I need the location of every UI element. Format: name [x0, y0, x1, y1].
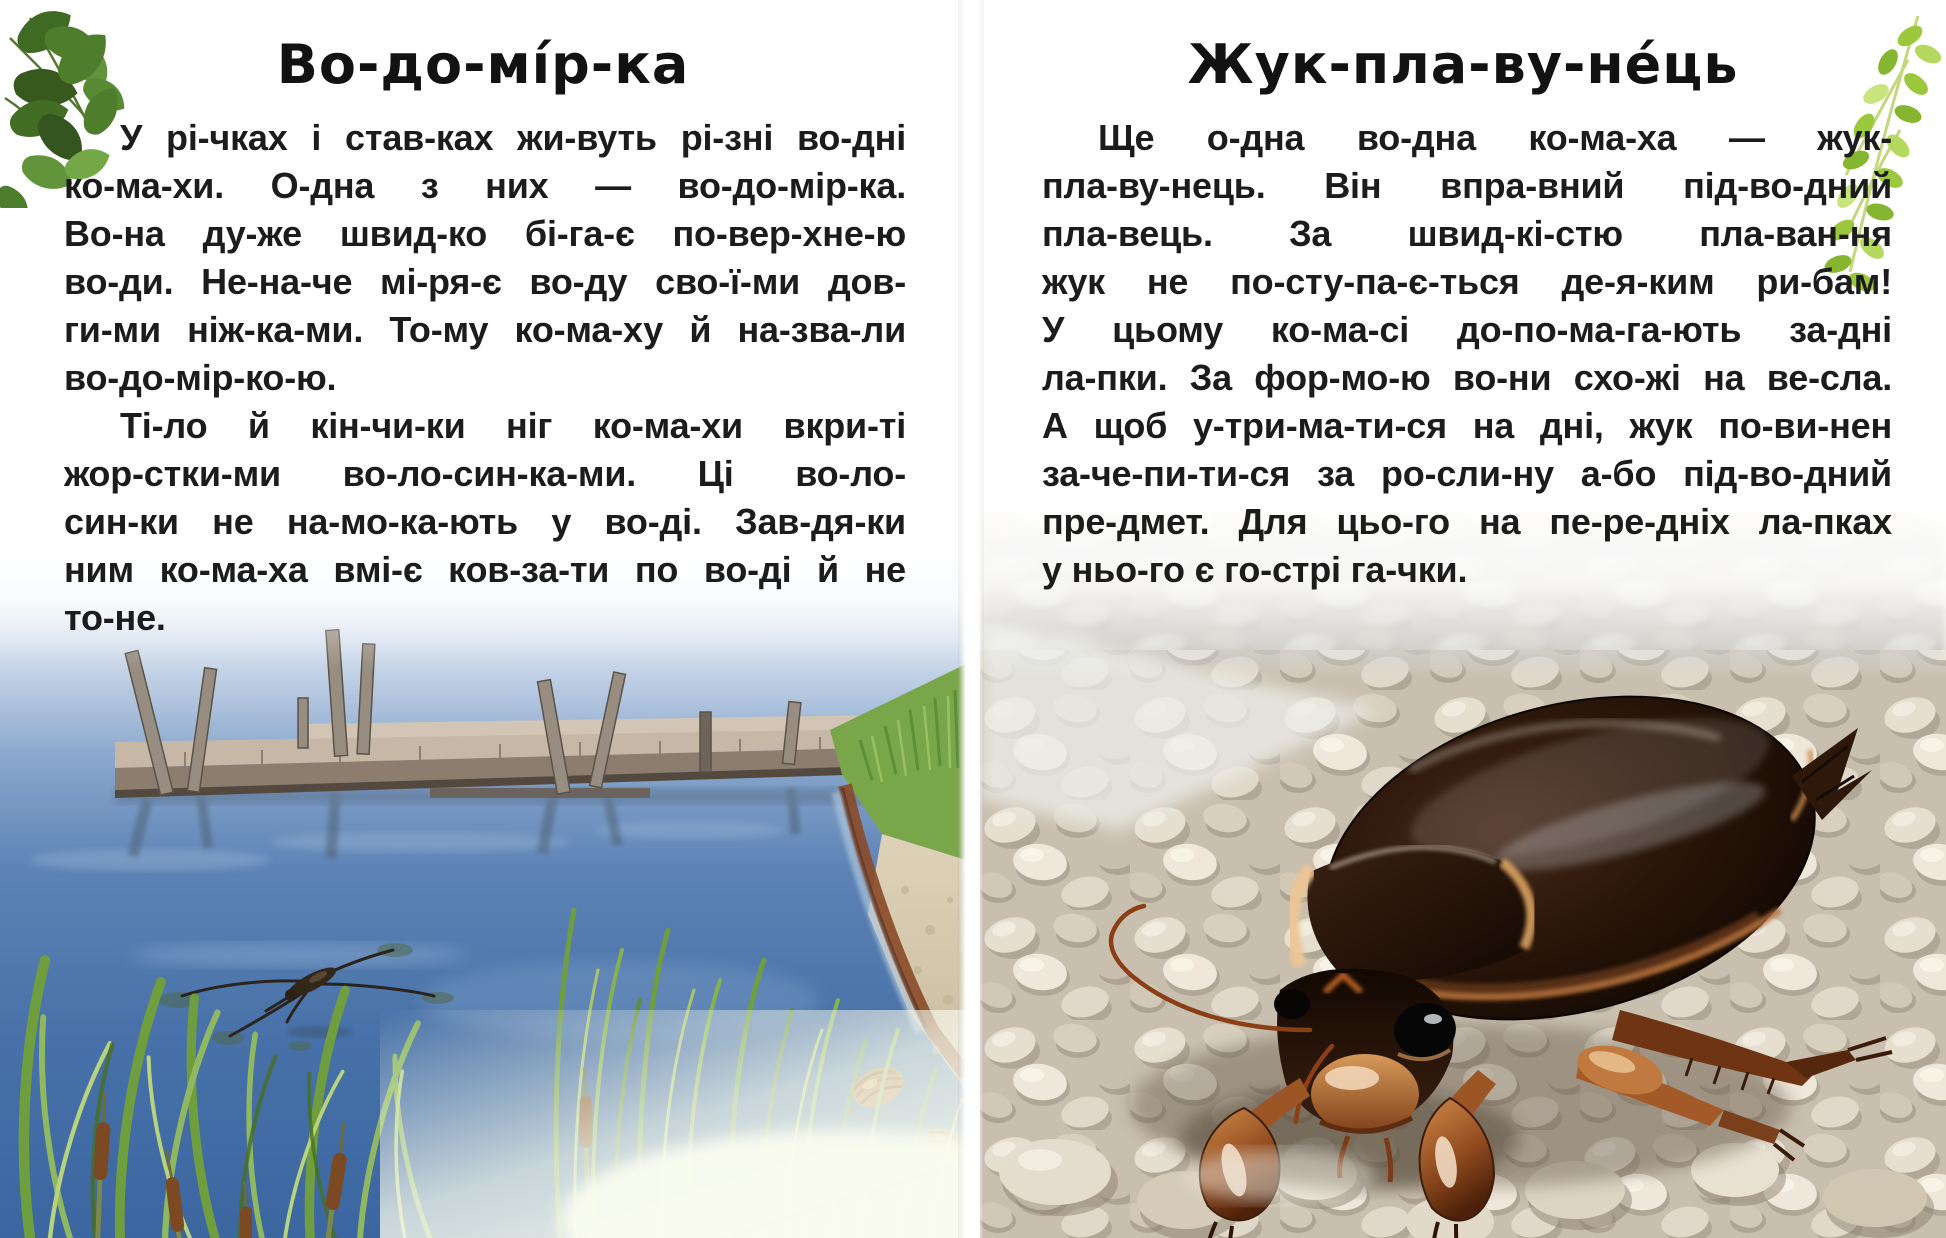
body-line: ним ко-ма-ха вмі-є ков-за-ти по во-ді й не: [64, 549, 906, 590]
body-line: Ще о-дна во-дна ко-ма-ха — жук-: [1098, 117, 1892, 158]
body-line: пла-вець. За швид-кі-стю пла-ван-ня: [1042, 213, 1892, 254]
body-line: син-ки не на-мо-ка-ють у во-ді. Зав-дя-ки: [64, 501, 906, 542]
page-title: Во-до-мі́р-ка: [276, 33, 690, 96]
body-line: за-че-пи-ти-ся за ро-сли-ну а-бо під-во-дний: [1042, 453, 1892, 494]
body-line: то-не.: [64, 597, 166, 638]
body-line: пре-дмет. Для цьо-го на пе-ре-дніх ла-пках: [1042, 501, 1892, 542]
body-line: У рі-чках і став-ках жи-вуть рі-зні во-дні: [120, 117, 906, 158]
body-line: ги-ми ніж-ка-ми. То-му ко-ма-ху й на-зва-ли: [64, 309, 906, 350]
body-line: Во-на ду-же швид-ко бі-га-є по-вер-хне-ю: [64, 213, 906, 254]
body-line: ко-ма-хи. О-дна з них — во-до-мір-ка.: [64, 165, 906, 206]
beetle-eye-left: [1274, 989, 1310, 1019]
left-text-block: [64, 114, 906, 642]
body-line: А щоб у-три-ма-ти-ся на дні, жук по-ви-нен: [1042, 405, 1892, 446]
body-line: во-ди. Не-на-че мі-ря-є во-ду сво-ї-ми дов-: [64, 261, 906, 302]
body-line: у ньо-го є го-стрі га-чки.: [1042, 549, 1468, 590]
body-line: жор-стки-ми во-ло-син-ка-ми. Ці во-ло-: [64, 453, 906, 494]
body-line: пла-ву-нець. Він впра-вний під-во-дний: [1042, 165, 1892, 206]
page-left: [0, 0, 966, 1238]
page-gutter: [958, 0, 984, 1238]
body-line: ла-пки. За фор-мо-ю во-ни схо-жі на ве-сла.: [1042, 357, 1892, 398]
body-line: Ті-ло й кін-чи-ки ніг ко-ма-хи вкри-ті: [120, 405, 906, 446]
body-line: во-до-мір-ко-ю.: [64, 357, 337, 398]
body-line: У цьому ко-ма-сі до-по-ма-га-ють за-дні: [1042, 309, 1892, 350]
right-text-block: [1042, 114, 1892, 594]
body-line: жук не по-сту-па-є-ться де-я-ким ри-бам!: [1042, 261, 1892, 302]
page-right: [980, 0, 1946, 1238]
page-title: Жук-пла-ву-не́ць: [1187, 33, 1739, 96]
